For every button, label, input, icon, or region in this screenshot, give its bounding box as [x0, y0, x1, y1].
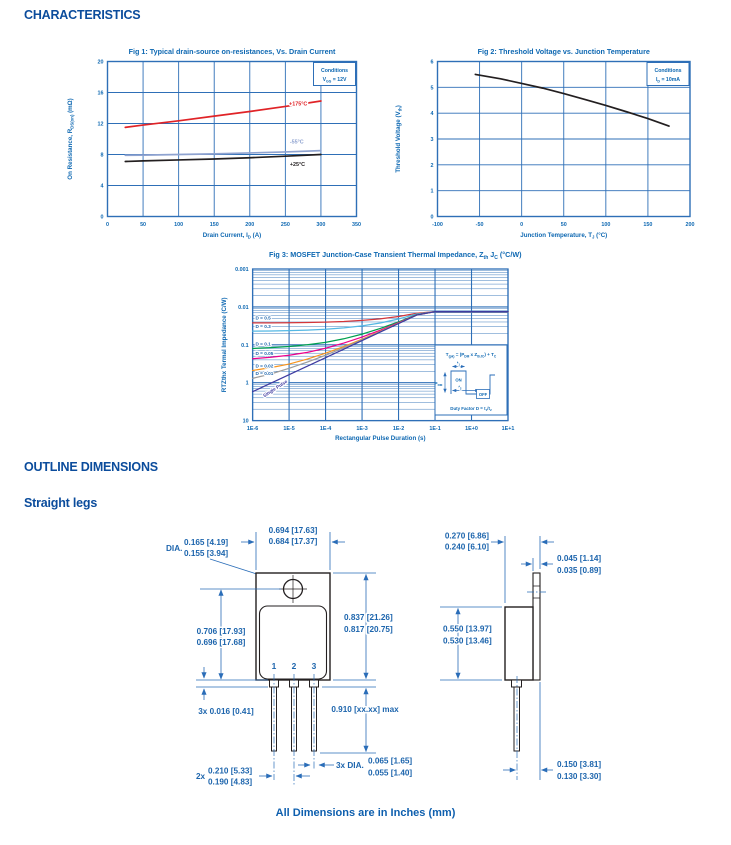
y-tick-label: 0.001: [235, 267, 249, 273]
series-label: D = 0.02: [255, 363, 274, 369]
dim-width-min: 0.684 [17.37]: [268, 537, 318, 546]
dim-lead-dia-max: 0.065 [1.65]: [368, 756, 413, 766]
y-tick-label: 1: [430, 188, 434, 195]
y-tick-label: 4: [430, 111, 434, 118]
dim-lead-offset-min: 0.130 [3.30]: [557, 772, 602, 781]
x-tick-label: 350: [352, 222, 361, 228]
dim-side-height-min: 0.530 [13.46]: [443, 636, 492, 646]
dim-lead-length: 0.910 [xx.xx] max: [331, 705, 399, 714]
y-tick-label: 0.01: [238, 304, 249, 311]
x-tick-label: 1E-5: [283, 426, 295, 433]
chart-title: Fig 3: MOSFET Junction-Case Transient Thermal Impedance, $Z_{th}$ $J_C$ (°C/W): [269, 250, 522, 262]
dim-tab-thickness-max: 0.045 [1.14]: [557, 554, 602, 563]
package-body-side: [505, 607, 533, 680]
conditions-title: Conditions: [320, 68, 349, 74]
dim-pitch-min: 0.190 [4.83]: [208, 777, 253, 787]
dim-lead-offset-max: 0.150 [3.81]: [557, 760, 602, 769]
y-tick-label: 3: [430, 137, 434, 143]
y-tick-label: 10: [242, 418, 249, 425]
x-tick-label: 1E-1: [429, 426, 441, 433]
fig2-chart: [392, 42, 704, 244]
series-label: +175°C: [289, 101, 308, 108]
dim-extension-lines: [196, 680, 268, 687]
pin-3-label: 3: [311, 661, 317, 671]
x-tick-label: 1E-2: [392, 426, 405, 433]
series-Vth: [475, 74, 669, 126]
series-label: D = 0.05: [255, 351, 274, 357]
x-tick-label: 50: [560, 222, 567, 228]
x-tick-label: 1E+1: [501, 426, 515, 433]
straight-legs-subheading: Straight legs: [24, 496, 98, 510]
pitch-prefix: 2x: [196, 772, 206, 781]
side-view: [440, 532, 601, 782]
chart-title: Fig 2: Threshold Voltage vs. Junction Temperature: [477, 47, 650, 56]
conditions-value: $I_D = 10mA$: [655, 77, 681, 84]
dim-lead-thickness: 3x 0.016 [0.41]: [198, 707, 254, 716]
x-tick-label: 0: [520, 222, 524, 228]
fig3-chart: [193, 244, 528, 442]
series-label: +25°C: [289, 162, 306, 169]
y-axis-label: RTZthx Termal Impedance (C/W): [221, 297, 228, 393]
dim-hole-dia-max: 0.165 [4.19]: [184, 538, 229, 547]
y-tick-label: 0: [100, 214, 104, 221]
inset-formula: $T_{(pk)} = (P_{DM}$ x $Z_{thJC}) + T_C$: [445, 352, 497, 359]
conditions-value: $V_{GS} = 12V$: [322, 77, 347, 84]
dim-tab-thickness-min: 0.035 [0.89]: [557, 566, 602, 575]
pin-1-label: 1: [271, 661, 277, 671]
dim-depth-max: 0.270 [6.86]: [444, 531, 489, 541]
y-tick-label: 16: [97, 90, 104, 97]
x-tick-label: -100: [432, 222, 443, 228]
x-tick-label: 1E+0: [465, 426, 478, 433]
y-tick-label: 8: [100, 152, 104, 159]
x-tick-label: -50: [475, 222, 484, 228]
front-view: [166, 526, 412, 787]
series-D = 0.5: [253, 312, 508, 323]
characteristics-heading: CHARACTERISTICS: [24, 8, 141, 22]
lead-shoulder-side: [512, 680, 522, 687]
fig1-chart: [64, 42, 370, 244]
dim-body-height-min: 0.817 [20.75]: [344, 625, 393, 634]
pin-2-label: 2: [291, 661, 297, 671]
x-tick-label: 1E-6: [246, 426, 259, 433]
chart-title: Fig 1: Typical drain-source on-resistances, Vs. Drain Current: [128, 47, 336, 56]
x-tick-label: 150: [643, 222, 653, 228]
outline-drawing: [140, 518, 620, 810]
series-label: D = 0.01: [255, 371, 274, 377]
t1-label: $t_1$: [456, 360, 461, 367]
y-tick-label: 0: [430, 214, 434, 221]
y-tick-label: 2: [430, 162, 434, 169]
x-axis-label: Rectangular Pulse Duration (s): [335, 435, 426, 443]
x-tick-label: 1E-4: [319, 426, 332, 433]
x-tick-label: 100: [174, 222, 184, 228]
x-tick-label: 0: [106, 222, 109, 228]
dim-width-max: 0.694 [17.63]: [268, 526, 318, 535]
y-tick-label: 0.1: [241, 342, 249, 349]
dim-hole-to-base-max: 0.706 [17.93]: [196, 627, 246, 636]
pdm-label: $P_{DM}$: [434, 381, 443, 388]
y-axis-label: On Resistance, $R_{DS(on)}$ (mΩ): [67, 98, 75, 180]
x-tick-label: 200: [245, 222, 255, 228]
x-axis-label: Junction Temperature, $T_J$ (°C): [520, 232, 608, 240]
dim-pitch-max: 0.210 [5.33]: [208, 766, 253, 776]
on-label: ON: [455, 377, 462, 383]
x-tick-label: 200: [685, 222, 695, 228]
series-label: -55°C: [289, 139, 304, 146]
outline-dimensions-heading: OUTLINE DIMENSIONS: [24, 460, 158, 474]
y-tick-label: 1: [245, 380, 249, 387]
metal-tab: [533, 573, 540, 680]
series-label: D = 0.1: [255, 341, 271, 347]
lead-centerlines: [274, 674, 314, 786]
off-label: OFF: [478, 392, 488, 398]
dimensions-note: All Dimensions are in Inches (mm): [275, 807, 456, 819]
y-tick-label: 6: [430, 59, 434, 66]
dim-lead-dia-min: 0.055 [1.40]: [368, 768, 413, 778]
dim-extension-lines: [320, 687, 376, 753]
x-tick-label: 250: [280, 222, 290, 228]
y-tick-label: 12: [97, 121, 104, 128]
y-tick-label: 4: [100, 183, 104, 190]
series-label: D = 0.5: [255, 315, 271, 321]
conditions-title: Conditions: [654, 68, 682, 74]
duty-factor-label: Duty Factor $D = t_1/t_2$: [450, 406, 492, 413]
x-tick-label: 1E-3: [356, 426, 368, 433]
y-tick-label: 20: [97, 59, 104, 66]
series-label: D = 0.3: [255, 324, 271, 330]
dim-side-height-max: 0.550 [13.97]: [443, 624, 492, 634]
x-tick-label: 300: [316, 222, 326, 228]
dia-prefix: DIA.: [166, 544, 183, 553]
dim-depth-min: 0.240 [6.10]: [444, 542, 489, 552]
x-tick-label: 50: [140, 222, 147, 228]
y-tick-label: 5: [430, 85, 434, 92]
dim-body-height-max: 0.837 [21.26]: [344, 613, 393, 622]
dim-hole-to-base-min: 0.696 [17.68]: [196, 638, 246, 647]
x-tick-label: 100: [601, 222, 611, 228]
lead-dia-prefix: 3x DIA.: [336, 761, 364, 770]
x-axis-label: Drain Current, $I_D$ (A): [202, 232, 262, 240]
t2-label: $t_2$: [458, 384, 462, 391]
y-axis-label: Threshold Voltage $(V_{th})$: [395, 105, 403, 173]
x-tick-label: 150: [209, 222, 219, 228]
series-label: Single Pulse: [262, 378, 289, 399]
dim-hole-dia-min: 0.155 [3.94]: [184, 549, 229, 558]
